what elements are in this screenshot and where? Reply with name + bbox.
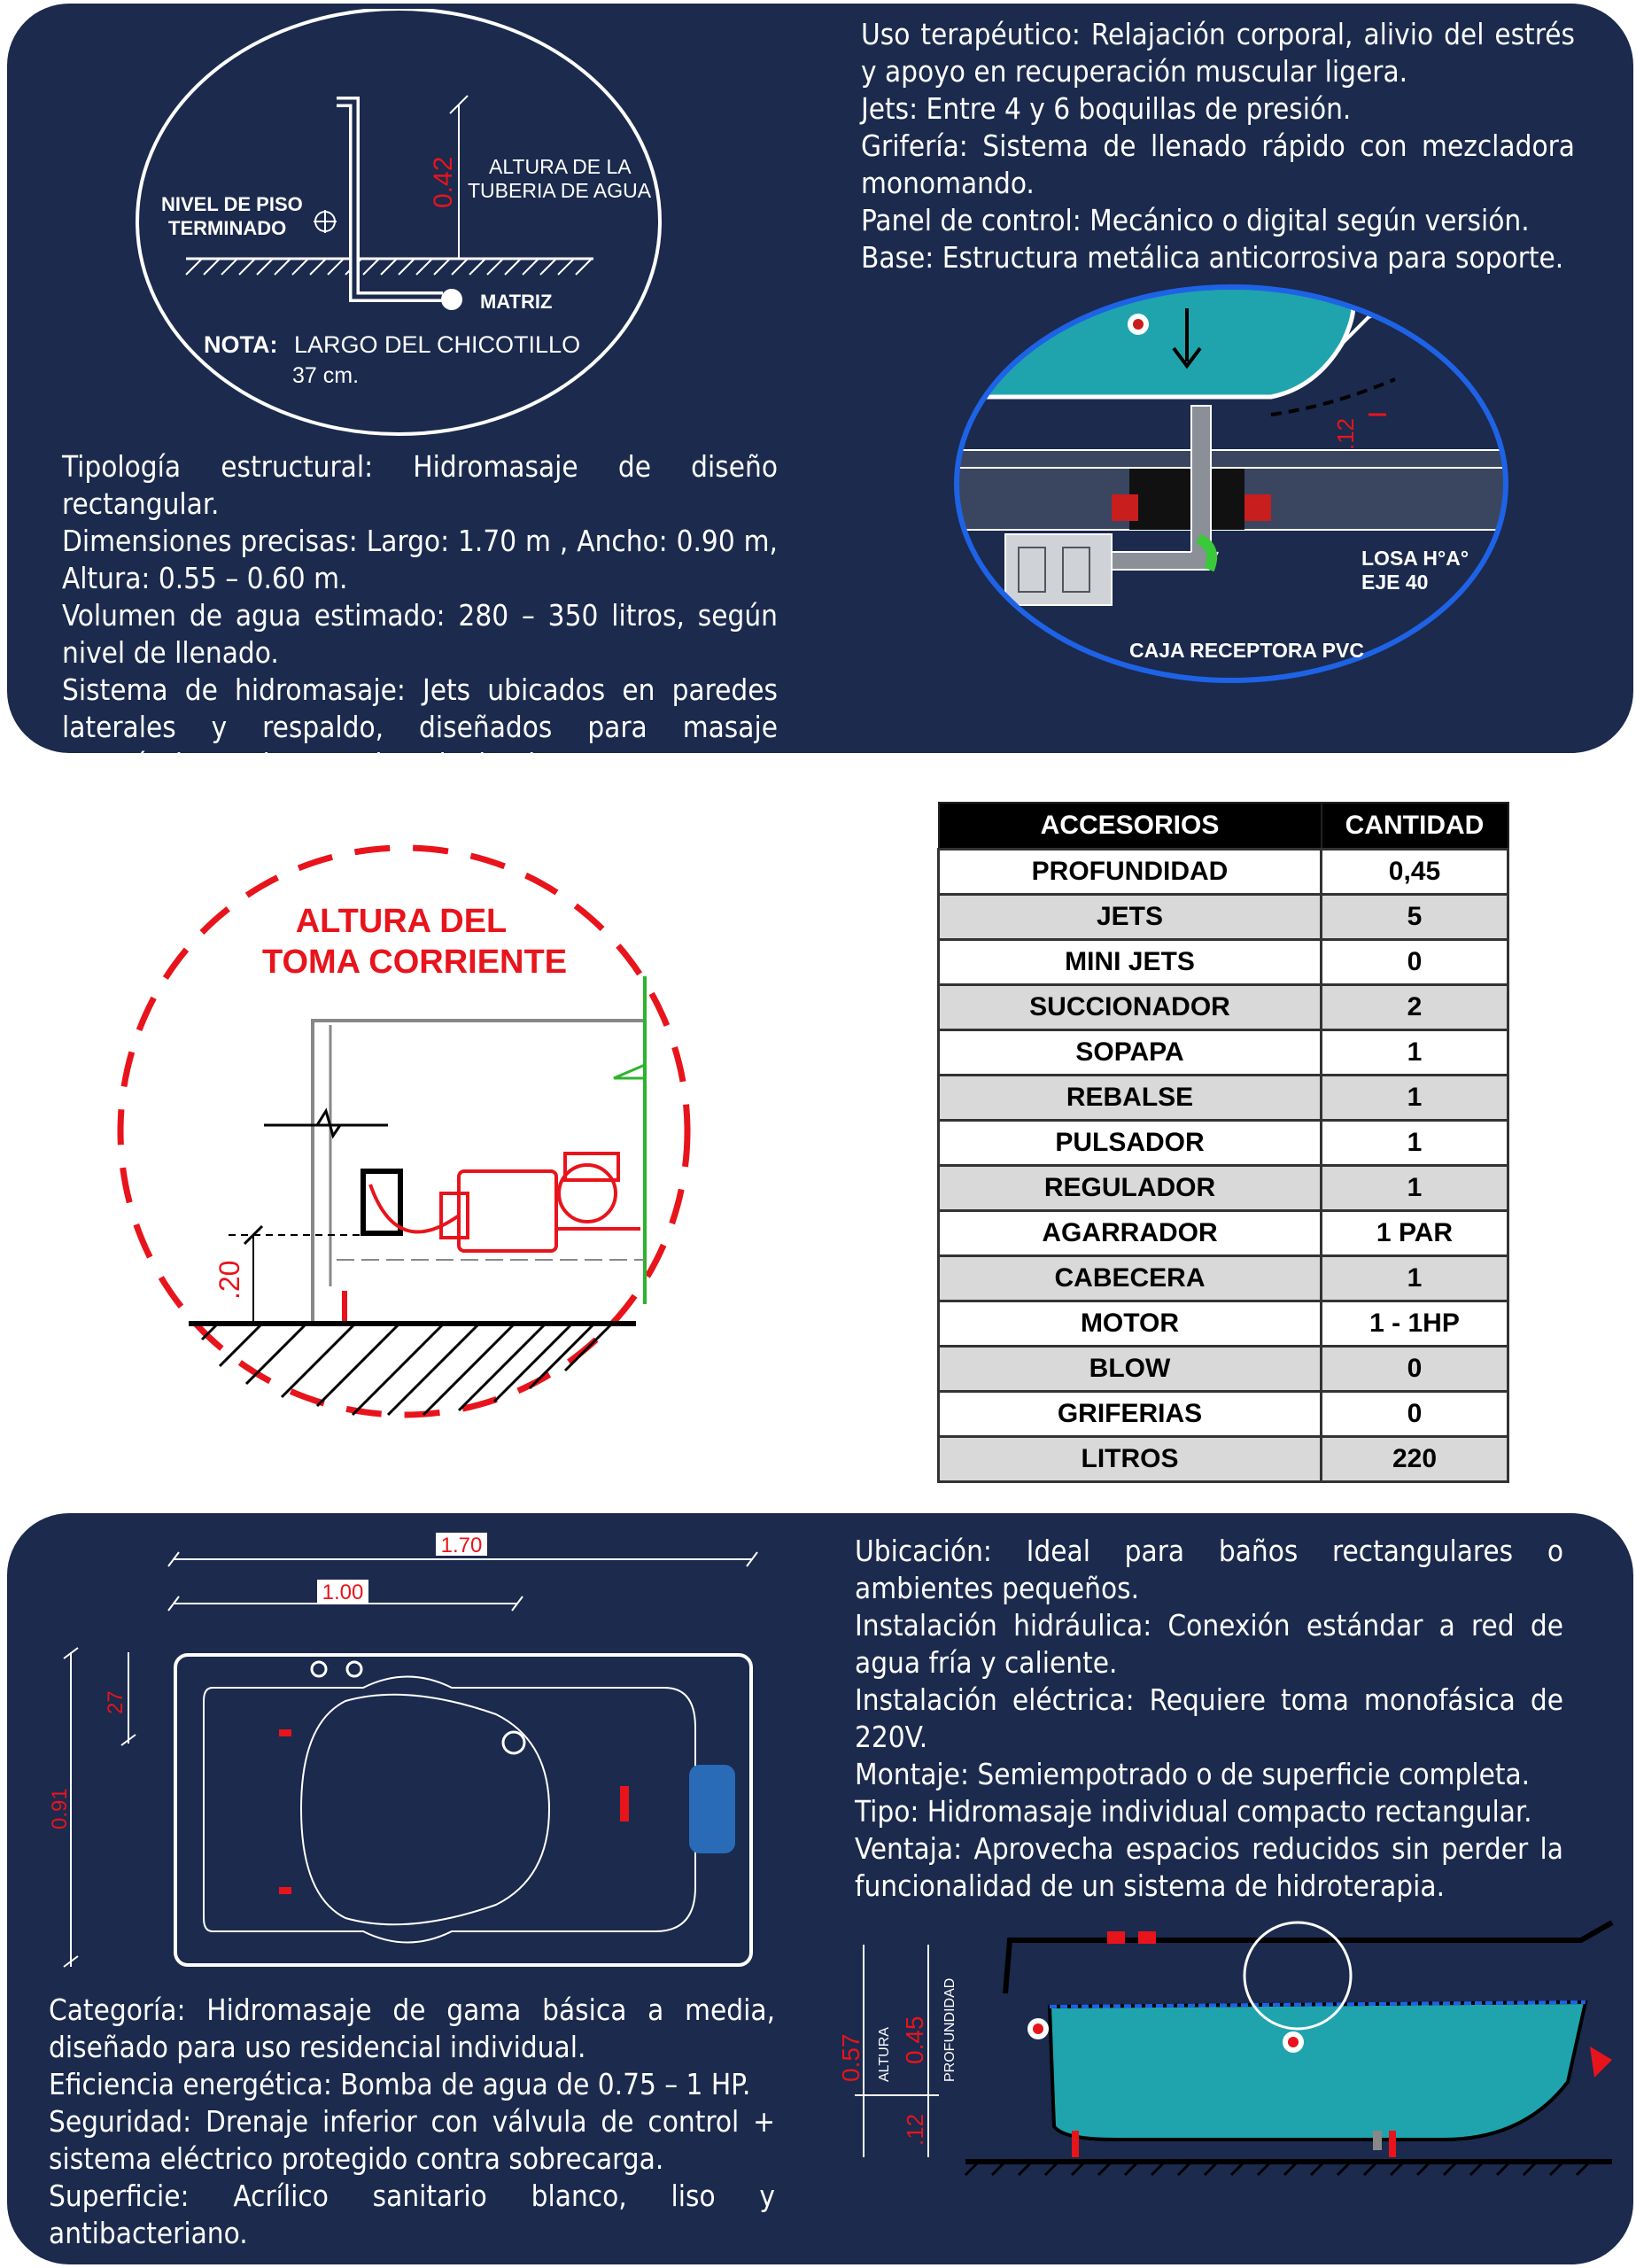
note-length: 37 cm. — [292, 363, 360, 388]
table-row — [939, 1437, 1508, 1482]
floor-level-label-2: TERMINADO — [168, 217, 287, 239]
item-cell: AGARRADOR — [939, 1211, 1322, 1256]
slab-label-2: EJE 40 — [1361, 571, 1429, 594]
headrest — [689, 1765, 735, 1853]
tub-outline — [175, 1655, 751, 1965]
spec-line: Ventaja: Aprovecha espacios reducidos sin perder la funcionalidad de un sistema de hidroterapia. — [855, 1831, 1563, 1903]
item-cell: SOPAPA — [939, 1030, 1322, 1076]
spec-line: Montaje: Semiempotrado o de superficie completa. — [855, 1757, 1531, 1791]
table-row — [939, 1076, 1508, 1121]
floor-level-label-1: NIVEL DE PISO — [161, 193, 303, 215]
dim-inner: 1.00 — [322, 1581, 364, 1604]
item-cell: MINI JETS — [939, 940, 1322, 985]
spec-line: Volumen de agua estimado: 280 – 350 litros, según nivel de llenado. — [62, 598, 778, 670]
label-depth: PROFUNDIDAD — [942, 1977, 958, 2082]
item-cell: REBALSE — [939, 1076, 1322, 1121]
installation-detail — [952, 282, 1510, 689]
table-row — [939, 1347, 1508, 1392]
item-cell: GRIFERIAS — [939, 1392, 1322, 1437]
spec-line: Dimensiones precisas: Largo: 1.70 m , Ancho: 0.90 m, Altura: 0.55 – 0.60 m. — [62, 524, 778, 595]
note-text: LARGO DEL CHICOTILLO — [294, 331, 581, 358]
spec-line: Sistema de hidromasaje: Jets ubicados en paredes laterales y respaldo, diseñados para masaje terapéutico en la zona dorsal y lumbar. — [62, 672, 778, 781]
floor-hatch — [186, 259, 592, 275]
table-row — [939, 1166, 1508, 1211]
outlet-dim: .20 — [213, 1260, 245, 1300]
slab-label-1: LOSA H°A° — [1361, 547, 1469, 570]
item-cell: PULSADOR — [939, 1121, 1322, 1166]
outlet-title-1: ALTURA DEL — [295, 903, 508, 940]
water-section — [1050, 2002, 1586, 2140]
table-row — [939, 1211, 1508, 1256]
dim-length: 1.70 — [440, 1534, 483, 1557]
spec-line: Grifería: Sistema de llenado rápido con mezcladora monomando. — [861, 128, 1575, 200]
item-cell: JETS — [939, 895, 1322, 940]
qty-cell: 5 — [1322, 895, 1508, 940]
matrix-label: MATRIZ — [480, 291, 553, 313]
dim-head: 27 — [104, 1690, 128, 1714]
qty-cell: 220 — [1322, 1437, 1508, 1482]
qty-cell: 1 — [1322, 1256, 1508, 1301]
spec-line: Ubicación: Ideal para baños rectangulares o ambientes pequeños. — [855, 1534, 1563, 1605]
spec-line: Panel de control: Mecánico o digital según versión. — [861, 203, 1530, 237]
spec-bottom-left — [49, 1992, 775, 2252]
spec-line: Jets: Entre 4 y 6 boquillas de presión. — [861, 91, 1352, 126]
table-row — [939, 1301, 1508, 1347]
spec-line: Tipo: Hidromasaje individual compacto rectangular. — [855, 1794, 1532, 1829]
spec-line: Instalación eléctrica: Requiere toma monofásica de 220V. — [855, 1682, 1563, 1754]
item-cell: BLOW — [939, 1347, 1322, 1392]
height-value: 0.42 — [429, 156, 458, 208]
item-cell: LITROS — [939, 1437, 1322, 1482]
dim-depth: 0.45 — [901, 2016, 928, 2064]
spec-bottom-right — [855, 1533, 1563, 1905]
pipe-height-detail — [133, 9, 673, 452]
spec-line: Eficiencia energética: Bomba de agua de 0.75 – 1 HP. — [49, 2067, 751, 2101]
qty-cell: 0 — [1322, 940, 1508, 985]
spec-line: Instalación hidráulica: Conexión estándar a red de agua fría y caliente. — [855, 1608, 1563, 1680]
table-row — [939, 850, 1508, 895]
qty-cell: 2 — [1322, 985, 1508, 1030]
table-row — [939, 895, 1508, 940]
pump — [370, 1153, 640, 1251]
tub-section-view — [833, 1905, 1630, 2188]
qty-cell: 1 — [1322, 1030, 1508, 1076]
outlet-title-2: TOMA CORRIENTE — [261, 944, 568, 981]
table-row — [939, 1121, 1508, 1166]
qty-cell: 1 — [1322, 1121, 1508, 1166]
spec-line: Superficie: Acrílico sanitario blanco, liso y antibacteriano. — [49, 2179, 775, 2250]
tub-plan-view — [35, 1524, 797, 1984]
pipe-label-1: ALTURA DE LA — [489, 155, 632, 178]
floor-hatch — [202, 1324, 612, 1415]
item-cell: PROFUNDIDAD — [939, 850, 1322, 895]
label-height: ALTURA — [877, 2027, 892, 2082]
table-row — [939, 1392, 1508, 1437]
table-header — [939, 803, 1508, 850]
item-cell: CABECERA — [939, 1256, 1322, 1301]
outlet-height-detail — [105, 843, 707, 1428]
pipe-label-2: TUBERIA DE AGUA — [468, 179, 652, 202]
spec-line: Uso terapéutico: Relajación corporal, alivio del estrés y apoyo en recuperación muscular ligera. — [861, 17, 1575, 89]
tub-shell — [952, 282, 1353, 397]
spec-top-right — [861, 16, 1575, 276]
note-bold: NOTA: — [204, 331, 278, 358]
item-cell: MOTOR — [939, 1301, 1322, 1347]
qty-cell: 0 — [1322, 1347, 1508, 1392]
receiver-box — [1005, 534, 1112, 605]
header-item: ACCESORIOS — [939, 803, 1322, 850]
qty-cell: 0,45 — [1322, 850, 1508, 895]
spec-line: Seguridad: Drenaje inferior con válvula de control + sistema eléctrico protegido contra sobrecarga. — [49, 2104, 775, 2176]
dim-total: 0.57 — [837, 2033, 865, 2082]
spec-top-left — [62, 448, 778, 783]
spec-line: Base: Estructura metálica anticorrosiva para soporte. — [861, 240, 1564, 275]
table-row — [939, 985, 1508, 1030]
table-row — [939, 1030, 1508, 1076]
table-row — [939, 940, 1508, 985]
spec-line: Categoría: Hidromasaje de gama básica a media, diseñado para uso residencial individual. — [49, 1992, 775, 2064]
dim-base: .12 — [902, 2113, 928, 2146]
qty-cell: 1 — [1322, 1076, 1508, 1121]
accessories-table — [937, 802, 1509, 1483]
qty-cell: 1 PAR — [1322, 1211, 1508, 1256]
item-cell: REGULADOR — [939, 1166, 1322, 1211]
qty-cell: 1 - 1HP — [1322, 1301, 1508, 1347]
box-label: CAJA RECEPTORA PVC — [1129, 639, 1364, 662]
spec-line: Tipología estructural: Hidromasaje de diseño rectangular. — [62, 449, 778, 521]
qty-cell: 0 — [1322, 1392, 1508, 1437]
table-row — [939, 1256, 1508, 1301]
header-qty: CANTIDAD — [1322, 803, 1508, 850]
item-cell: SUCCIONADOR — [939, 985, 1322, 1030]
dim-width: 0.91 — [48, 1788, 72, 1829]
qty-cell: 1 — [1322, 1166, 1508, 1211]
gravel-fill — [1129, 468, 1244, 530]
install-dim: .12 — [1332, 417, 1359, 450]
